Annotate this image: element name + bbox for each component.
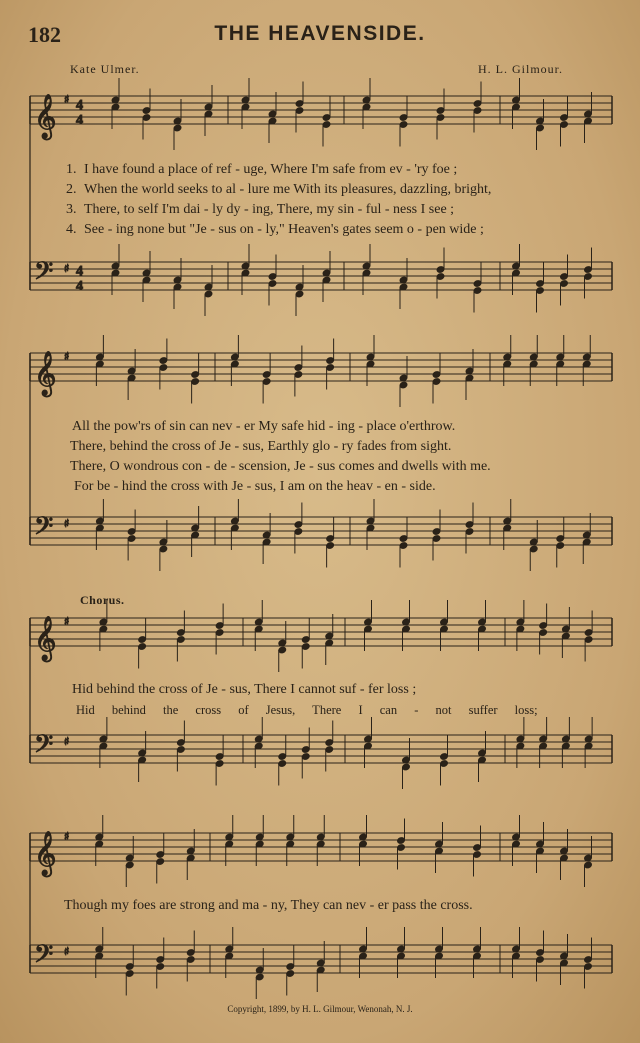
verse-text: There, to self I'm dai - ly dy - ing, There, my sin - ful - ness I see ; xyxy=(84,202,455,217)
time-signature-bottom: 4 xyxy=(76,279,83,294)
sharp-sign: ♯ xyxy=(64,93,70,106)
verse-number: 3. xyxy=(66,202,77,217)
time-signature-top: 4 xyxy=(76,264,83,279)
verse-text: I have found a place of ref - uge, Where I'm safe from ev - 'ry foe ; xyxy=(84,162,458,177)
verse-line-4-cont: For be - hind the cross with Je - sus, I am on the heav - en - side. xyxy=(74,479,436,494)
treble-clef: 𝄞 xyxy=(34,616,57,660)
verse-number: 4. xyxy=(66,222,77,237)
treble-clef: 𝄞 xyxy=(34,831,57,875)
chorus-lyric-upper: Hid behind the cross of Je - sus, There I cannot suf - fer loss ; xyxy=(72,682,417,697)
verse-number: 2. xyxy=(66,182,77,197)
verse-line-2 xyxy=(66,182,491,198)
verse-number: 1. xyxy=(66,162,77,177)
verse-line-1 xyxy=(66,162,457,178)
verse-text: When the world seeks to al - lure me With its pleasures, dazzling, bright, xyxy=(84,182,492,197)
copyright-notice: Copyright, 1899, by H. L. Gilmour, Wenonah, N. J. xyxy=(227,1004,413,1014)
bass-clef: 𝄢 xyxy=(34,940,54,975)
treble-clef: 𝄞 xyxy=(34,94,57,138)
lyricist-credit: Kate Ulmer. xyxy=(70,62,140,76)
page-number: 182 xyxy=(28,22,61,47)
verse-line-4 xyxy=(66,222,484,238)
verse-line-3-cont: There, O wondrous con - de - scension, Je - sus comes and dwells with me. xyxy=(70,459,491,474)
time-signature-top: 4 xyxy=(76,98,83,113)
verse-line-3 xyxy=(66,202,454,218)
sharp-sign: ♯ xyxy=(64,262,70,275)
time-signature-bottom: 4 xyxy=(76,113,83,128)
treble-clef: 𝄞 xyxy=(34,351,57,395)
sharp-sign: ♯ xyxy=(64,350,70,363)
sharp-sign: ♯ xyxy=(64,615,70,628)
sharp-sign: ♯ xyxy=(64,735,70,748)
sharp-sign: ♯ xyxy=(64,830,70,843)
verse-text: See - ing none but "Je - sus on - ly," Heaven's gates seem o - pen wide ; xyxy=(84,222,484,237)
composer-credit: H. L. Gilmour. xyxy=(478,62,563,76)
chorus-lyric-lower: Hid behind the cross of Jesus, There I can - not suffer loss; xyxy=(76,703,538,717)
verse-line-1-cont: All the pow'rs of sin can nev - er My safe hid - ing - place o'erthrow. xyxy=(72,419,456,434)
sharp-sign: ♯ xyxy=(64,517,70,530)
bass-clef: 𝄢 xyxy=(34,730,54,765)
hymn-title: THE HEAVENSIDE. xyxy=(214,22,426,45)
verse-line-2-cont: There, behind the cross of Je - sus, Earthly glo - ry fades from sight. xyxy=(70,439,452,454)
bass-clef: 𝄢 xyxy=(34,512,54,547)
chorus-label: Chorus. xyxy=(80,593,125,607)
sharp-sign: ♯ xyxy=(64,945,70,958)
bass-clef: 𝄢 xyxy=(34,257,54,292)
final-lyric: Though my foes are strong and ma - ny, They can nev - er pass the cross. xyxy=(64,898,473,913)
